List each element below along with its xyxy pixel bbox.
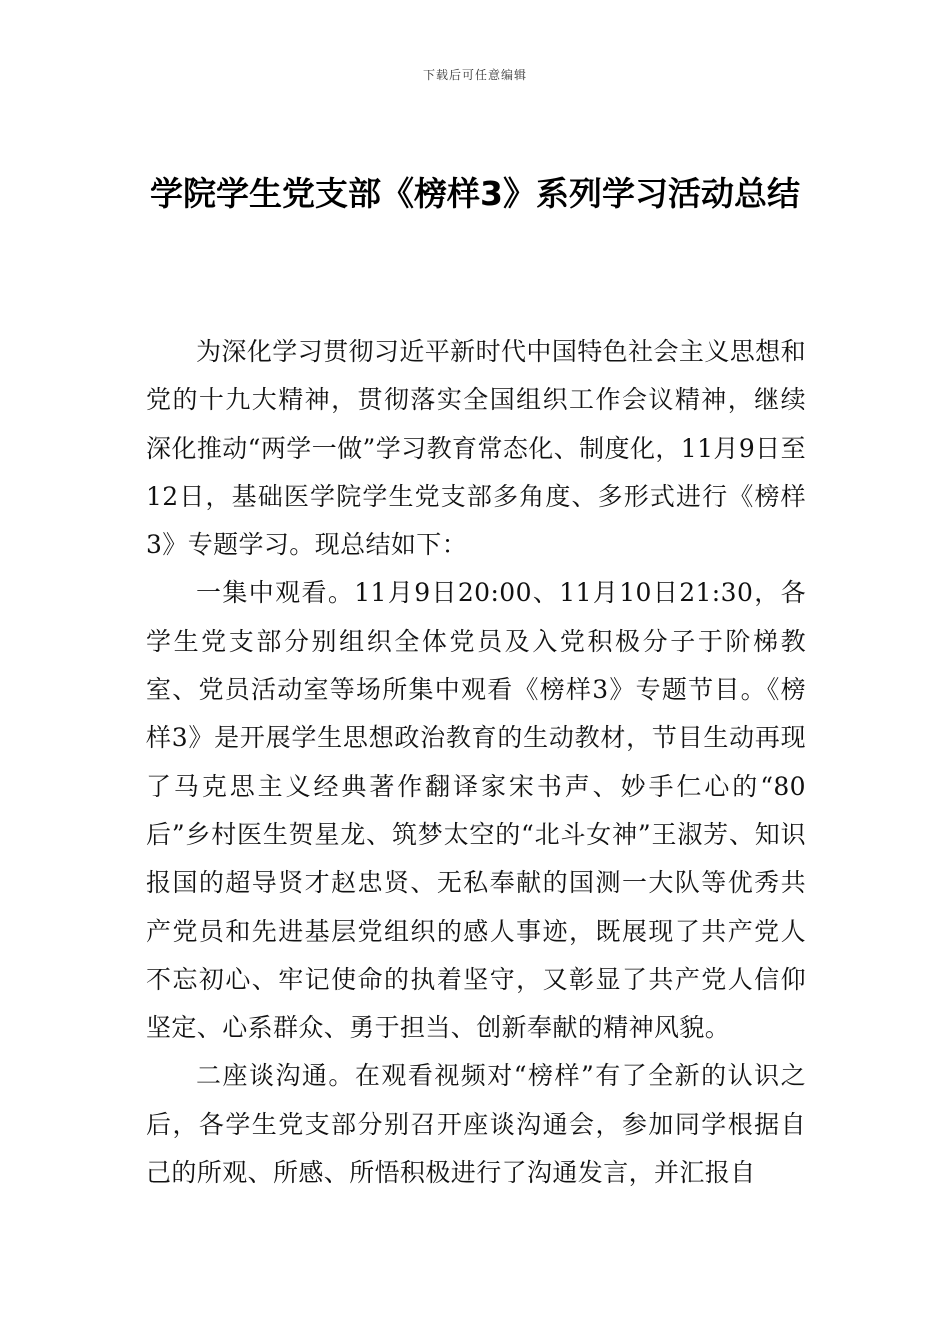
paragraph-section-1: 一集中观看。11月9日20:00、11月10日21:30，各学生党支部分别组织全体党员及入党积极分子于阶梯教室、党员活动室等场所集中观看《榜样3》专题节目。《榜样3》是开展学生思想政治教育的生动教材，节目生动再现了马克思主义经典著作翻译家宋书声、妙手仁心的“80后”乡村医生贺星龙、筑梦太空的“北斗女神”王淑芳、知识报国的超导贤才赵忠贤、无私奉献的国测一大队等优秀共产党员和先进基层党组织的感人事迹，既展现了共产党人不忘初心、牢记使命的执着坚守，又彰显了共产党人信仰坚定、心系群众、勇于担当、创新奉献的精神风貌。 <box>146 578 806 1043</box>
document-title: 学院学生党支部《榜样3》系列学习活动总结 <box>150 174 800 213</box>
document-body <box>146 328 806 1197</box>
header-note: 下载后可任意编辑 <box>422 68 527 82</box>
paragraph-section-2: 二座谈沟通。在观看视频对“榜样”有了全新的认识之后，各学生党支部分别召开座谈沟通会，参加同学根据自己的所观、所感、所悟积极进行了沟通发言，并汇报自 <box>146 1061 806 1188</box>
paragraph-intro: 为深化学习贯彻习近平新时代中国特色社会主义思想和党的十九大精神，贯彻落实全国组织工作会议精神，继续深化推动“两学一做”学习教育常态化、制度化，11月9日至12日，基础医学院学生党支部多角度、多形式进行《榜样3》专题学习。现总结如下： <box>146 337 806 560</box>
